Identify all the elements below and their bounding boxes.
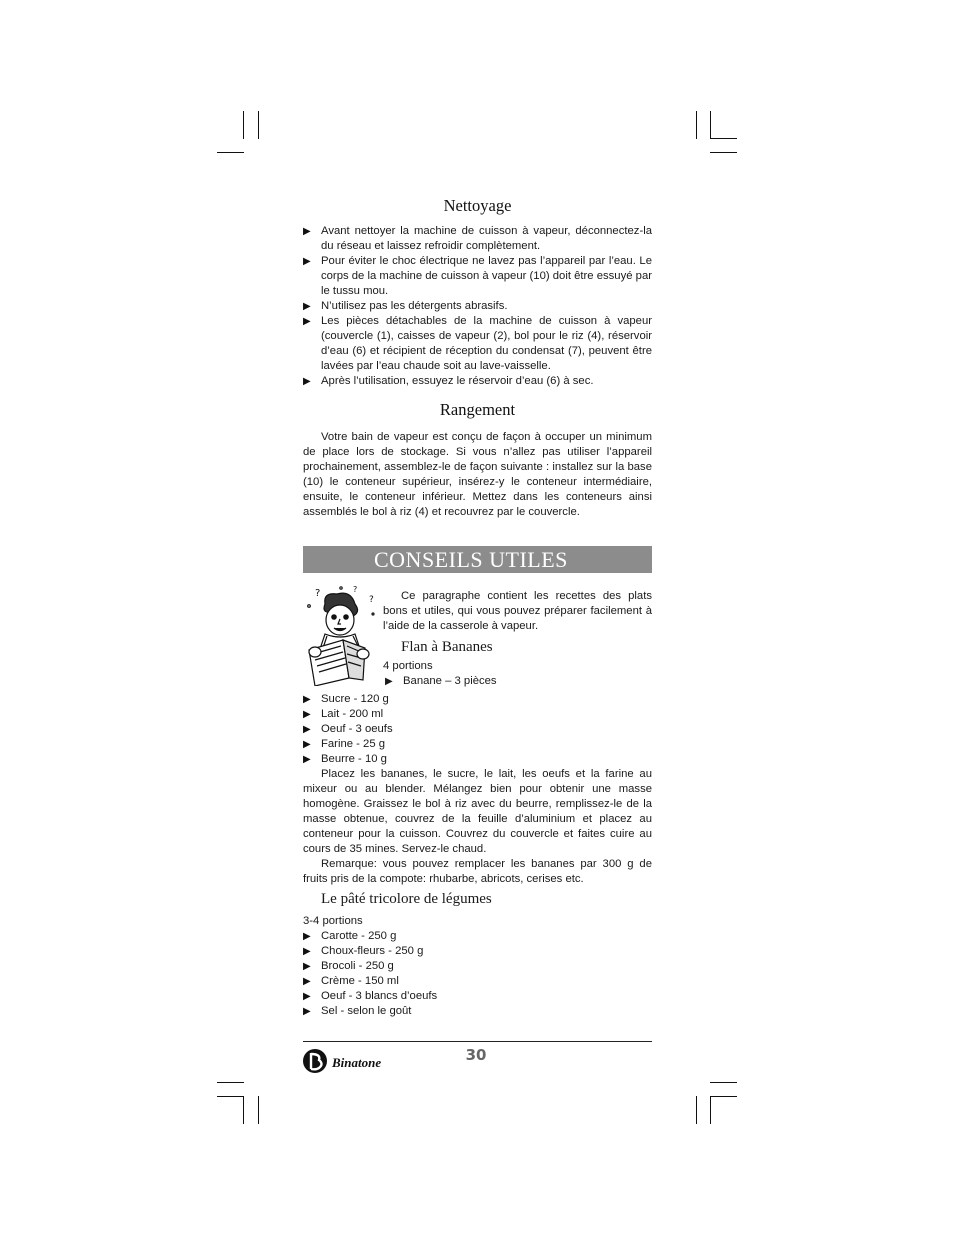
svg-text:?: ?: [353, 585, 358, 594]
right-triangle-icon: ▶: [303, 694, 311, 705]
chef-with-book-icon: [303, 582, 379, 686]
list-item: ▶ Beurre - 10 g: [303, 753, 387, 765]
list-item: ▶ Avant nettoyer la machine de cuisson à vapeur, déconnectez-la du réseau et laissez refroidir complètement.: [303, 225, 652, 252]
list-item: ▶ Sel - selon le goût: [303, 1005, 412, 1017]
rangement-text: Votre bain de vapeur est conçu de façon à occuper un minimum de place lors de stockage. Si vous n’allez pas utiliser l’appareil prochainement, assemblez-le de façon suivante : installez sur la base (10) le conteneur supérieur, insérez-y le conteneur intermédiaire, ensuite, le conteneur inférieur. Mettez dans les conteneurs ainsi assemblés le bol à riz (4) et recouvrez par le couvercle.: [303, 431, 652, 518]
flan-remark: Remarque: vous pouvez remplacer les bananes par 300 g de fruits pris de la compote: rhubarbe, abricots, cerises etc.: [303, 858, 652, 885]
right-triangle-icon: ▶: [303, 1006, 311, 1017]
conseils-intro: Ce paragraphe contient les recettes des plats bons et utiles, qui vous pouvez préparer facilement à l’aide de la casserole à vapeur.: [383, 590, 652, 632]
flan-ingredients: [303, 692, 652, 767]
list-item: ▶ Crème - 150 ml: [303, 975, 399, 987]
right-triangle-icon: ▶: [303, 316, 311, 327]
list-item: ▶ Après l’utilisation, essuyez le réservoir d’eau (6) à sec.: [303, 375, 594, 387]
flan-body: [303, 692, 652, 887]
list-item: ▶ Sucre - 120 g: [303, 693, 389, 705]
right-triangle-icon: ▶: [303, 946, 311, 957]
flan-portions: 4 portions: [383, 660, 433, 672]
list-item: ▶ Farine - 25 g: [303, 738, 386, 750]
pate-ingredients: [303, 929, 652, 1019]
section-banner-conseils: CONSEILS UTILES: [303, 546, 652, 573]
footer-divider: [303, 1041, 652, 1042]
list-item: ▶ Les pièces détachables de la machine de cuisson à vapeur (couvercle (1), caisses de vapeur (2), bol pour le riz (4), réservoir d’eau (6) et récipient de réception du condensat (7), peuvent être lavées par l’eau chaude soit au lave-vaisselle.: [303, 315, 652, 372]
flan-method: Placez les bananes, le sucre, le lait, les oeufs et la farine au mixeur ou au blender. Mélangez bien pour obtenir une masse homogène. Graissez le bol à riz avec du beurre, remplissez-le de la masse obtenue, couvrez de la feuille d’aluminium et placez au conteneur pour la cuisson. Couvrez du couvercle et faites cuire au cours de 35 mines. Servez-le chaud.: [303, 768, 652, 855]
svg-text:?: ?: [369, 595, 374, 605]
list-item: ▶ Lait - 200 ml: [303, 708, 384, 720]
recipe-title-pate: Le pâté tricolore de légumes: [321, 891, 492, 907]
conseils-intro-block: [383, 589, 652, 634]
nettoyage-section: [303, 196, 652, 389]
list-item: ▶ N’utilisez pas les détergents abrasifs.: [303, 300, 508, 312]
list-item: ▶ Pour éviter le choc électrique ne lavez pas l’appareil par l’eau. Le corps de la machine de cuisson à vapeur (10) doit être essuyé par le tussu mou.: [303, 255, 652, 297]
right-triangle-icon: ▶: [303, 739, 311, 750]
brand-name: Binatone: [332, 1055, 382, 1070]
pate-portions: 3-4 portions: [303, 915, 363, 927]
right-triangle-icon: ▶: [303, 709, 311, 720]
right-triangle-icon: ▶: [303, 724, 311, 735]
flan-header-block: [383, 637, 652, 689]
svg-text:?: ?: [315, 588, 321, 599]
nettoyage-list: [303, 224, 652, 389]
right-triangle-icon: ▶: [303, 931, 311, 942]
right-triangle-icon: ▶: [303, 754, 311, 765]
list-item: ▶ Oeuf - 3 blancs d’oeufs: [303, 990, 438, 1002]
list-item: ▶ Oeuf - 3 oeufs: [303, 723, 393, 735]
right-triangle-icon: ▶: [303, 301, 311, 312]
recipe-title-flan: Flan à Bananes: [401, 639, 493, 655]
brand-logo: [302, 1048, 381, 1074]
binatone-logo-icon: [302, 1048, 330, 1074]
right-triangle-icon: ▶: [385, 676, 393, 687]
right-triangle-icon: ▶: [303, 376, 311, 387]
list-item: ▶ Choux-fleurs - 250 g: [303, 945, 424, 957]
right-triangle-icon: ▶: [303, 226, 311, 237]
pate-section: [303, 889, 652, 1019]
right-triangle-icon: ▶: [303, 976, 311, 987]
section-title-nettoyage: Nettoyage: [443, 196, 512, 215]
list-item: ▶ Carotte - 250 g: [303, 930, 397, 942]
list-item: ▶ Banane – 3 pièces: [385, 675, 497, 687]
right-triangle-icon: ▶: [303, 991, 311, 1002]
list-item: ▶ Brocoli - 250 g: [303, 960, 394, 972]
rangement-section: [303, 400, 652, 520]
section-title-rangement: Rangement: [439, 400, 516, 419]
right-triangle-icon: ▶: [303, 961, 311, 972]
page-number: 30: [465, 1046, 487, 1064]
right-triangle-icon: ▶: [303, 256, 311, 267]
